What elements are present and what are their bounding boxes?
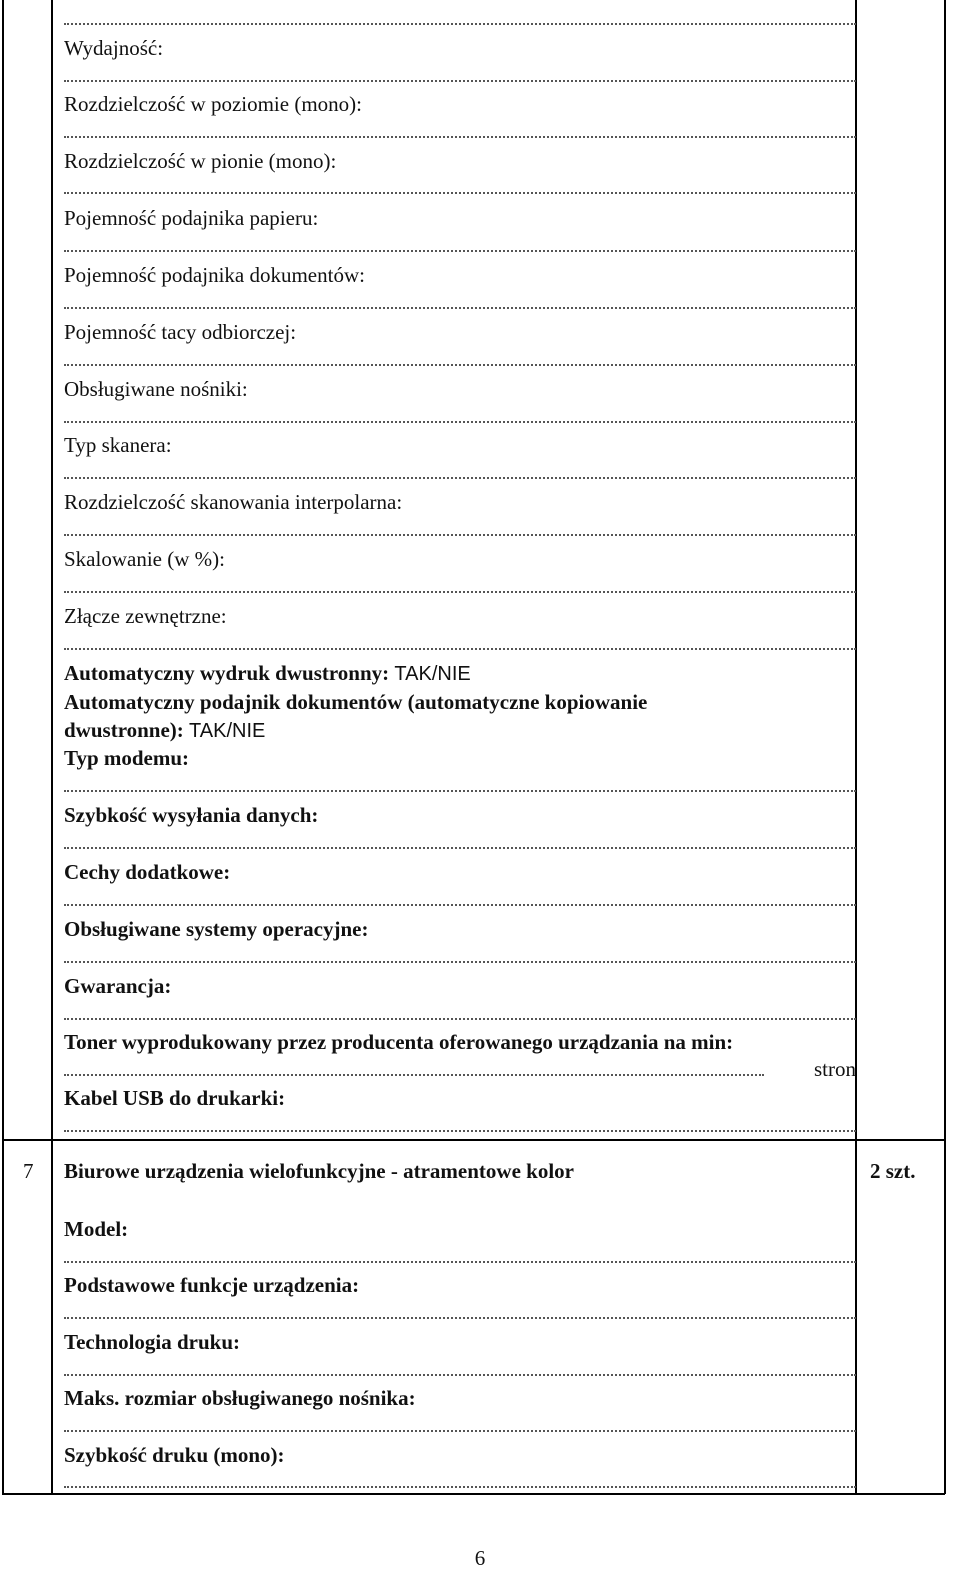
dotted-line xyxy=(64,1074,764,1076)
field-label: Obsługiwane systemy operacyjne: xyxy=(64,917,369,941)
dotted-line xyxy=(64,648,856,650)
item-quantity: 2 szt. xyxy=(870,1159,916,1183)
field-label: Skalowanie (w %): xyxy=(64,547,225,571)
dotted-line xyxy=(64,421,856,423)
field-label: Rozdzielczość w poziomie (mono): xyxy=(64,92,362,116)
dotted-line xyxy=(64,477,856,479)
dotted-line xyxy=(64,1374,856,1376)
item-title: Biurowe urządzenia wielofunkcyjne - atramentowe kolor xyxy=(64,1159,574,1183)
dotted-line xyxy=(64,364,856,366)
dotted-line xyxy=(64,790,856,792)
dotted-line xyxy=(64,904,856,906)
dotted-line xyxy=(64,250,856,252)
field-label: Technologia druku: xyxy=(64,1330,241,1354)
usb-label: Kabel USB do drukarki: xyxy=(64,1086,286,1110)
adf-label-line2: dwustronne): xyxy=(64,718,184,742)
dotted-line xyxy=(64,961,856,963)
dotted-line xyxy=(64,1130,856,1132)
field-label: Cechy dodatkowe: xyxy=(64,860,231,884)
table-border-col1 xyxy=(51,0,53,1494)
dotted-line xyxy=(64,1261,856,1263)
field-label: Pojemność tacy odbiorczej: xyxy=(64,320,297,344)
toner-unit: stron xyxy=(814,1057,856,1081)
page-number: 6 xyxy=(474,1546,486,1570)
dotted-line xyxy=(64,1317,856,1319)
dotted-line xyxy=(64,1486,856,1488)
dotted-line xyxy=(64,136,856,138)
dotted-line xyxy=(64,847,856,849)
toner-label: Toner wyprodukowany przez producenta oferowanego urządzania na min: xyxy=(64,1030,734,1054)
table-border-right xyxy=(944,0,946,1494)
field-label: Model: xyxy=(64,1217,129,1241)
field-label: Pojemność podajnika dokumentów: xyxy=(64,263,365,287)
field-label: Rozdzielczość skanowania interpolarna: xyxy=(64,490,403,514)
field-label: Rozdzielczość w pionie (mono): xyxy=(64,149,337,173)
dotted-line xyxy=(64,80,856,82)
table-border-left xyxy=(2,0,4,1494)
adf-value: TAK/NIE xyxy=(189,720,266,742)
auto-duplex-value: TAK/NIE xyxy=(394,663,471,685)
field-label: Typ skanera: xyxy=(64,433,172,457)
adf-label-line1: Automatyczny podajnik dokumentów (automatyczne kopiowanie xyxy=(64,690,648,714)
field-label: Obsługiwane nośniki: xyxy=(64,377,248,401)
auto-duplex-label: Automatyczny wydruk dwustronny: xyxy=(64,661,390,685)
field-label: Typ modemu: xyxy=(64,746,190,770)
row-divider xyxy=(2,1139,945,1141)
dotted-line xyxy=(64,591,856,593)
field-label: Maks. rozmiar obsługiwanego nośnika: xyxy=(64,1386,416,1410)
dotted-line xyxy=(64,534,856,536)
field-label: Wydajność: xyxy=(64,36,164,60)
dotted-line xyxy=(64,23,856,25)
field-label: Złącze zewnętrzne: xyxy=(64,604,227,628)
dotted-line xyxy=(64,307,856,309)
dotted-line xyxy=(64,1430,856,1432)
dotted-line xyxy=(64,1018,856,1020)
adf-line2 xyxy=(64,718,265,743)
field-label: Szybkość druku (mono): xyxy=(64,1443,285,1467)
table-border-bottom xyxy=(2,1493,945,1495)
field-label: Pojemność podajnika papieru: xyxy=(64,206,319,230)
table-border-col2 xyxy=(855,0,857,1494)
field-label: Podstawowe funkcje urządzenia: xyxy=(64,1273,360,1297)
field-label: Szybkość wysyłania danych: xyxy=(64,803,319,827)
dotted-line xyxy=(64,192,856,194)
field-label: Gwarancja: xyxy=(64,974,172,998)
auto-duplex-line xyxy=(64,661,471,686)
item-number: 7 xyxy=(23,1159,34,1183)
